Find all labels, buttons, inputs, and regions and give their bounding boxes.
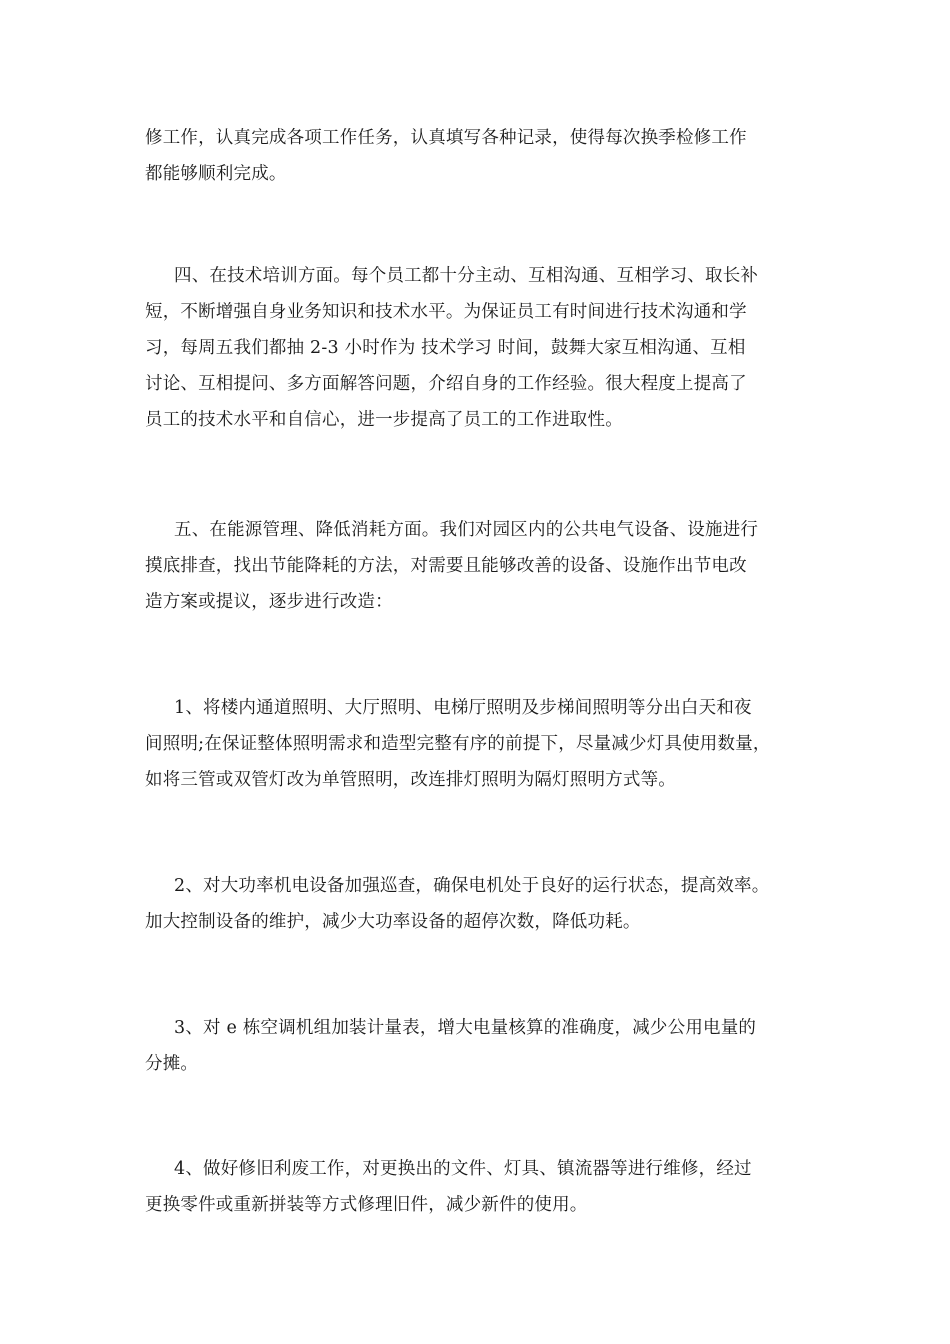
text-line: 五、在能源管理、降低消耗方面。我们对园区内的公共电气设备、设施进行 xyxy=(174,520,759,540)
paragraph-item-1 xyxy=(145,690,820,798)
text-line: 短，不断增强自身业务知识和技术水平。为保证员工有时间进行技术沟通和学 xyxy=(145,302,747,322)
paragraph-energy-management xyxy=(145,512,820,620)
paragraph-continuation xyxy=(145,120,820,192)
text-line: 3、对 e 栋空调机组加装计量表，增大电量核算的准确度，减少公用电量的 xyxy=(174,1018,757,1038)
paragraph-item-2 xyxy=(145,868,820,940)
paragraph-technical-training xyxy=(145,258,820,438)
text-line: 员工的技术水平和自信心，进一步提高了员工的工作进取性。 xyxy=(145,410,623,430)
text-line: 造方案或提议，逐步进行改造： xyxy=(145,592,393,612)
text-line: 四、在技术培训方面。每个员工都十分主动、互相沟通、互相学习、取长补 xyxy=(174,266,759,286)
text-line: 如将三管或双管灯改为单管照明，改连排灯照明为隔灯照明方式等。 xyxy=(145,770,676,790)
text-line: 习，每周五我们都抽 2-3 小时作为 技术学习 时间，鼓舞大家互相沟通、互相 xyxy=(145,338,746,358)
text-line: 1、将楼内通道照明、大厅照明、电梯厅照明及步梯间照明等分出白天和夜 xyxy=(174,698,752,718)
text-line: 间照明;在保证整体照明需求和造型完整有序的前提下，尽量减少灯具使用数量， xyxy=(145,734,771,754)
paragraph-item-3 xyxy=(145,1010,820,1082)
text-line: 讨论、互相提问、多方面解答问题，介绍自身的工作经验。很大程度上提高了 xyxy=(145,374,747,394)
text-line: 4、做好修旧利废工作，对更换出的文件、灯具、镇流器等进行维修，经过 xyxy=(174,1159,752,1179)
text-line: 摸底排查，找出节能降耗的方法，对需要且能够改善的设备、设施作出节电改 xyxy=(145,556,747,576)
text-line: 都能够顺利完成。 xyxy=(145,164,287,184)
paragraph-item-4 xyxy=(145,1151,820,1223)
text-line: 加大控制设备的维护，减少大功率设备的超停次数，降低功耗。 xyxy=(145,912,641,932)
text-line: 更换零件或重新拼装等方式修理旧件，减少新件的使用。 xyxy=(145,1195,588,1215)
text-line: 分摊。 xyxy=(145,1054,199,1074)
text-line: 修工作，认真完成各项工作任务，认真填写各种记录，使得每次换季检修工作 xyxy=(145,128,747,148)
text-line: 2、对大功率机电设备加强巡查，确保电机处于良好的运行状态，提高效率。 xyxy=(174,876,770,896)
